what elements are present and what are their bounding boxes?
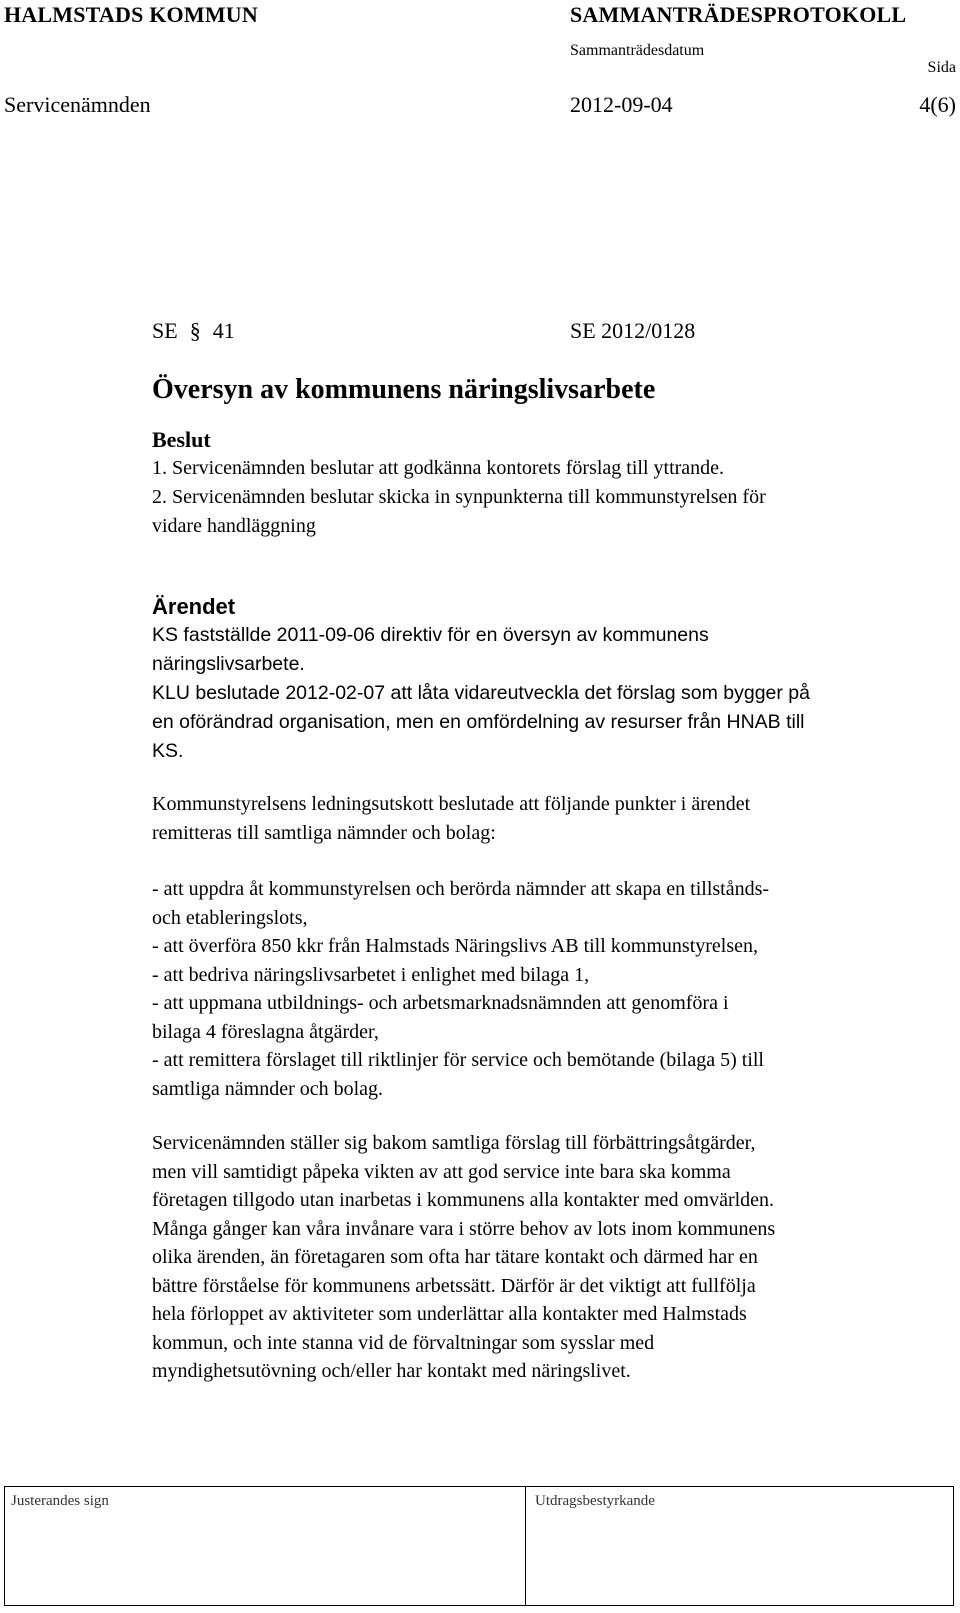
statement-line: företagen tillgodo utan inarbetas i kommunens alla kontakter med omvärlden.: [152, 1189, 775, 1211]
remit-point-line: - att remittera förslaget till riktlinjer för service och bemötande (bilaga 5) till: [152, 1049, 764, 1071]
remit-point-line: - att bedriva näringslivsarbetet i enlighet med bilaga 1,: [152, 963, 590, 986]
extract-certification-label: Utdragsbestyrkande: [535, 1493, 655, 1509]
decision-line: vidare handläggning: [152, 515, 316, 537]
adjuster-signature-label: Justerandes sign: [11, 1493, 109, 1509]
statement-line: Servicenämnden ställer sig bakom samtliga förslag till förbättringsåtgärder,: [152, 1132, 756, 1154]
case-number: [152, 318, 235, 344]
decision-line: 1. Servicenämnden beslutar att godkänna kontorets förslag till yttrande.: [152, 457, 725, 479]
matter-line: näringslivsarbete.: [152, 653, 305, 675]
matter-section: [152, 592, 932, 766]
case-paragraph-number: 41: [212, 318, 235, 343]
remit-point-line: bilaga 4 föreslagna åtgärder,: [152, 1020, 379, 1043]
statement-line: hela förloppet av aktiviteter som underlättar alla kontakter med Halmstads: [152, 1303, 747, 1325]
meeting-date: 2012-09-04: [570, 92, 673, 117]
statement-line: bättre förståelse för kommunens arbetssätt. Därför är det viktigt att fullfölja: [152, 1274, 756, 1297]
decision-line: 2. Servicenämnden beslutar skicka in synpunkterna till kommunstyrelsen för: [152, 486, 766, 508]
remit-point-line: - att uppdra åt kommunstyrelsen och berörda nämnder att skapa en tillstånds-: [152, 878, 770, 900]
committee-name: Servicenämnden: [4, 92, 151, 117]
page-number: 4(6): [919, 92, 956, 117]
signature-footer: [4, 1486, 954, 1606]
matter-line: KS fastställde 2011-09-06 direktiv för en översyn av kommunens: [152, 624, 709, 646]
matter-line: KLU beslutade 2012-02-07 att låta vidareutveckla det förslag som bygger på: [152, 682, 810, 704]
statement-line: men vill samtidigt påpeka vikten av att god service inte bara ska komma: [152, 1160, 731, 1183]
remit-intro: [152, 790, 932, 847]
decision-heading: Beslut: [152, 427, 211, 452]
remit-point-line: - att uppmana utbildnings- och arbetsmarknadsnämnden att genomföra i: [152, 992, 729, 1014]
statement-line: olika ärenden, än företagaren som ofta har tätare kontakt och därmed har en: [152, 1246, 758, 1268]
remit-points: [152, 875, 932, 1103]
case-reference: SE 2012/0128: [570, 318, 696, 343]
case-prefix: SE: [152, 318, 178, 343]
document-type: SAMMANTRÄDESPROTOKOLL: [570, 2, 907, 27]
remit-intro-line: remitteras till samtliga nämnder och bolag:: [152, 821, 496, 844]
matter-line: en oförändrad organisation, men en omfördelning av resurser från HNAB till: [152, 711, 805, 733]
page-label: Sida: [927, 59, 956, 76]
decision-section: [152, 425, 932, 541]
meeting-date-label: Sammanträdesdatum: [570, 42, 705, 59]
statement-line: kommun, och inte stanna vid de förvaltningar som sysslar med: [152, 1331, 655, 1354]
page-title: Översyn av kommunens näringslivsarbete: [152, 374, 656, 405]
footer-divider: [525, 1487, 526, 1605]
remit-point-line: och etableringslots,: [152, 906, 308, 929]
statement-line: myndighetsutövning och/eller har kontakt med näringslivet.: [152, 1360, 631, 1382]
remit-point-line: samtliga nämnder och bolag.: [152, 1077, 384, 1100]
remit-point-line: - att överföra 850 kkr från Halmstads Näringslivs AB till kommunstyrelsen,: [152, 935, 759, 957]
statement-line: Många gånger kan våra invånare vara i större behov av lots inom kommunens: [152, 1217, 776, 1240]
matter-line: KS.: [152, 740, 184, 762]
committee-statement: [152, 1129, 932, 1386]
paragraph-sign: §: [189, 318, 201, 343]
matter-heading: Ärendet: [152, 594, 236, 619]
organization-name: HALMSTADS KOMMUN: [4, 2, 258, 27]
remit-intro-line: Kommunstyrelsens ledningsutskott beslutade att följande punkter i ärendet: [152, 793, 751, 815]
